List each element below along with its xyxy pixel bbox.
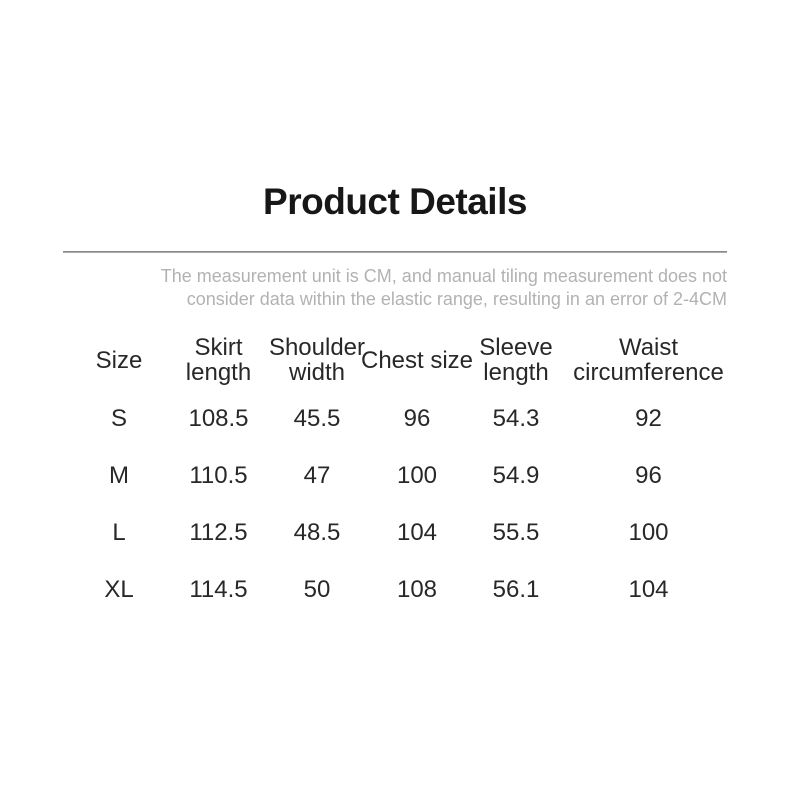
column-header-line: Waist <box>618 334 679 361</box>
column-header-shoulder-width <box>262 330 372 390</box>
column-header-line: Skirt <box>194 334 243 361</box>
table-cell: 104 <box>396 518 438 546</box>
table-cell: 54.9 <box>492 461 540 489</box>
size-label: M <box>109 461 129 489</box>
column-header-waist-circumference <box>570 330 727 390</box>
table-cell: 45.5 <box>293 404 341 432</box>
column-header-line: length <box>483 359 549 386</box>
table-cell: 47 <box>303 461 331 489</box>
disclaimer-line: The measurement unit is CM, and manual tiling measurement does not <box>160 266 727 286</box>
table-cell: 96 <box>635 461 662 489</box>
column-header-line: Shoulder <box>268 334 366 361</box>
table-cell: 114.5 <box>189 575 248 603</box>
table-cell: 108.5 <box>188 404 249 432</box>
disclaimer-line: consider data within the elastic range, resulting in an error of 2-4CM <box>186 289 727 309</box>
column-header-line: Size <box>95 346 143 374</box>
column-header-skirt-length <box>175 330 262 390</box>
column-header-line: Sleeve <box>479 334 553 361</box>
table-cell: 56.1 <box>492 575 540 603</box>
column-header-sleeve-length <box>462 330 570 390</box>
table-cell: 110.5 <box>189 461 248 489</box>
column-header-line: circumference <box>573 359 724 386</box>
divider <box>63 251 727 253</box>
table-cell: 96 <box>403 404 431 432</box>
table-cell: 50 <box>303 575 331 603</box>
table-cell: 100 <box>396 461 438 489</box>
table-cell: 104 <box>628 575 669 603</box>
page-title: Product Details <box>263 181 527 222</box>
table-cell: 112.5 <box>189 518 248 546</box>
size-label: XL <box>104 575 134 603</box>
size-label: L <box>112 518 126 546</box>
column-header-chest-size <box>360 330 474 390</box>
size-label: S <box>110 404 127 432</box>
table-cell: 92 <box>635 404 662 432</box>
size-table <box>63 330 727 618</box>
column-header-line: width <box>288 359 346 386</box>
column-header-size <box>63 330 175 390</box>
table-cell: 54.3 <box>492 404 540 432</box>
measurement-disclaimer <box>63 265 727 311</box>
table-cell: 100 <box>628 518 669 546</box>
column-header-line: length <box>185 359 252 386</box>
column-header-line: Chest size <box>360 346 474 374</box>
table-cell: 48.5 <box>293 518 341 546</box>
table-cell: 55.5 <box>492 518 540 546</box>
table-cell: 108 <box>396 575 438 603</box>
